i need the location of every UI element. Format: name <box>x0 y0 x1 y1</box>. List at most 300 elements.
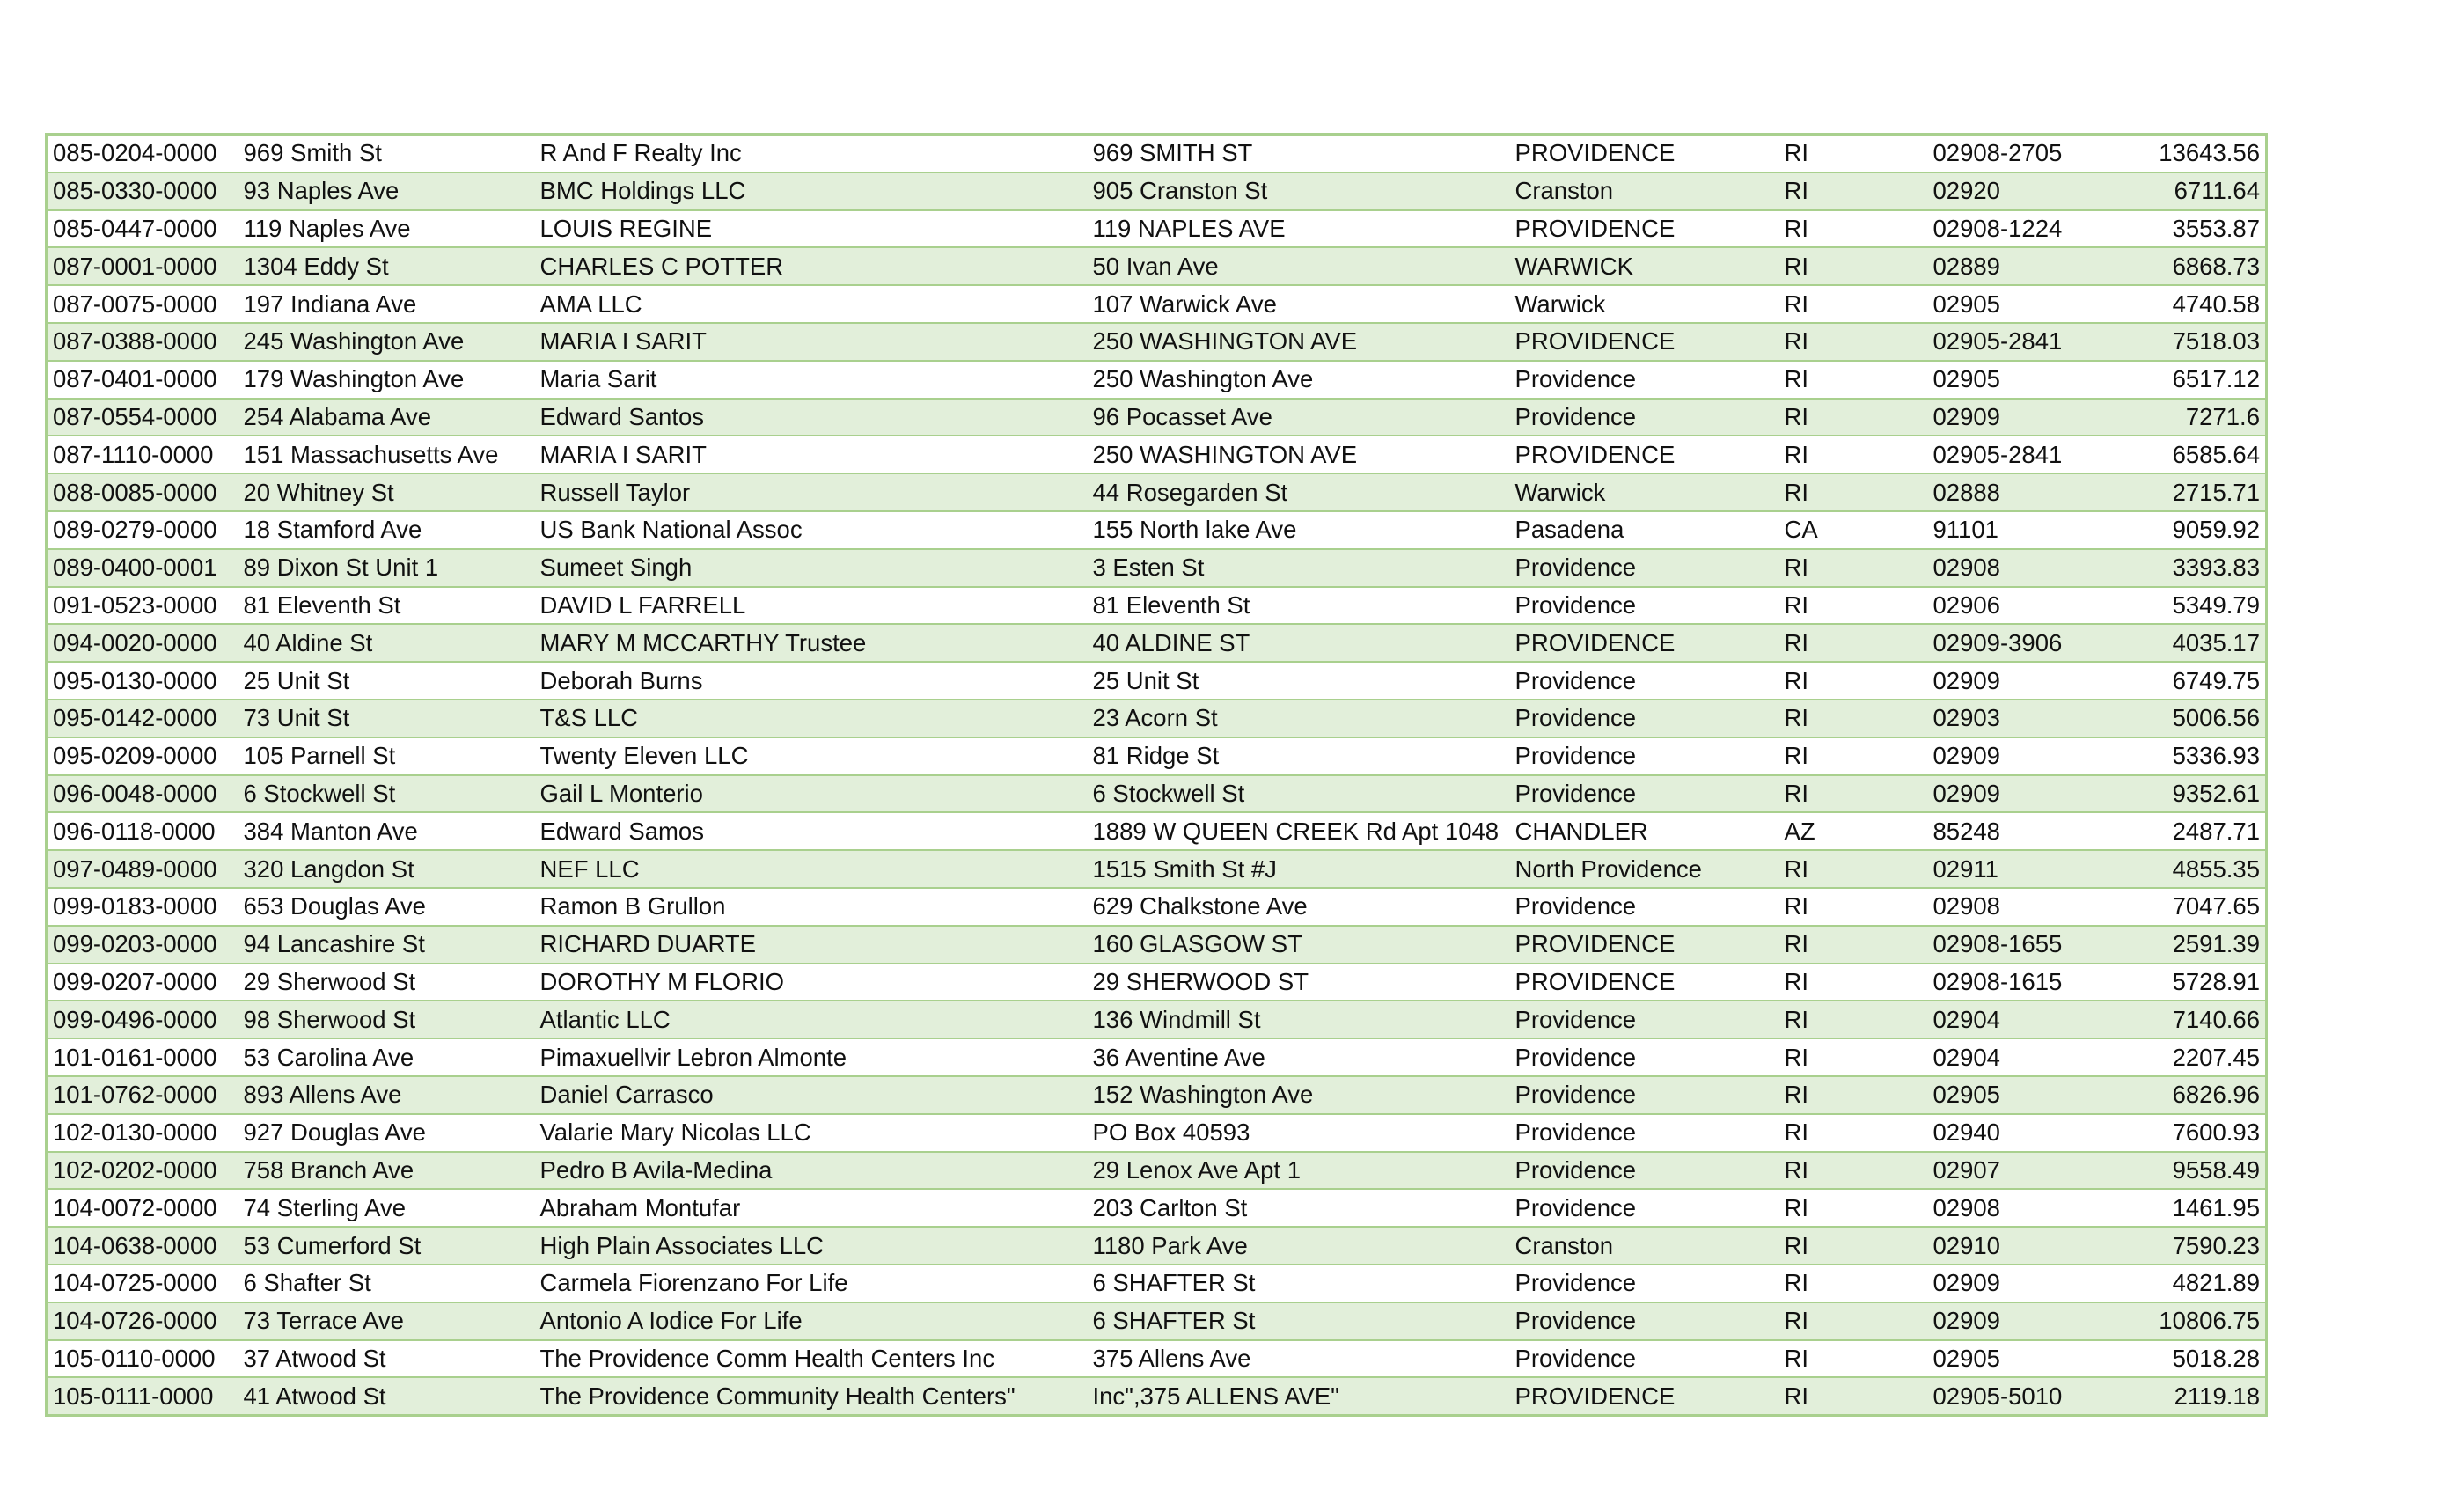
mailing-address-cell: 1889 W QUEEN CREEK Rd Apt 1048 <box>1088 812 1510 850</box>
city-cell: Providence <box>1510 399 1779 436</box>
state-cell: AZ <box>1779 812 1928 850</box>
table-row <box>47 436 2267 473</box>
amount-cell: 4821.89 <box>2110 1265 2267 1302</box>
owner-name-cell: DOROTHY M FLORIO <box>535 964 1088 1001</box>
amount-cell: 5336.93 <box>2110 737 2267 775</box>
table-row <box>47 323 2267 361</box>
table-row <box>47 135 2267 172</box>
zip-code-cell: 02908 <box>1928 1189 2110 1227</box>
amount-cell: 4855.35 <box>2110 850 2267 888</box>
city-cell: PROVIDENCE <box>1510 135 1779 172</box>
property-address-cell: 927 Douglas Ave <box>238 1114 535 1152</box>
parcel-id-cell: 087-0001-0000 <box>47 247 238 285</box>
state-cell: RI <box>1779 247 1928 285</box>
table-row <box>47 624 2267 662</box>
mailing-address-cell: 152 Washington Ave <box>1088 1076 1510 1114</box>
table-row <box>47 1038 2267 1076</box>
amount-cell: 5728.91 <box>2110 964 2267 1001</box>
state-cell: RI <box>1779 926 1928 964</box>
state-cell: RI <box>1779 361 1928 399</box>
zip-code-cell: 02904 <box>1928 1001 2110 1038</box>
state-cell: RI <box>1779 135 1928 172</box>
property-address-cell: 254 Alabama Ave <box>238 399 535 436</box>
zip-code-cell: 02903 <box>1928 700 2110 737</box>
state-cell: RI <box>1779 1076 1928 1114</box>
zip-code-cell: 02907 <box>1928 1152 2110 1190</box>
parcel-id-cell: 102-0130-0000 <box>47 1114 238 1152</box>
mailing-address-cell: 155 North lake Ave <box>1088 511 1510 549</box>
owner-name-cell: MARIA I SARIT <box>535 436 1088 473</box>
state-cell: RI <box>1779 473 1928 511</box>
property-address-cell: 53 Cumerford St <box>238 1227 535 1265</box>
city-cell: Providence <box>1510 1152 1779 1190</box>
property-address-cell: 98 Sherwood St <box>238 1001 535 1038</box>
mailing-address-cell: 136 Windmill St <box>1088 1001 1510 1038</box>
zip-code-cell: 02904 <box>1928 1038 2110 1076</box>
property-address-cell: 73 Terrace Ave <box>238 1302 535 1340</box>
owner-name-cell: Twenty Eleven LLC <box>535 737 1088 775</box>
mailing-address-cell: 905 Cranston St <box>1088 172 1510 210</box>
parcel-id-cell: 099-0183-0000 <box>47 888 238 926</box>
owner-name-cell: Deborah Burns <box>535 662 1088 700</box>
mailing-address-cell: 250 WASHINGTON AVE <box>1088 436 1510 473</box>
amount-cell: 6826.96 <box>2110 1076 2267 1114</box>
state-cell: RI <box>1779 1302 1928 1340</box>
state-cell: RI <box>1779 436 1928 473</box>
mailing-address-cell: 969 SMITH ST <box>1088 135 1510 172</box>
city-cell: Cranston <box>1510 172 1779 210</box>
city-cell: Providence <box>1510 662 1779 700</box>
owner-name-cell: T&S LLC <box>535 700 1088 737</box>
table-row <box>47 926 2267 964</box>
property-address-cell: 105 Parnell St <box>238 737 535 775</box>
mailing-address-cell: PO Box 40593 <box>1088 1114 1510 1152</box>
property-address-cell: 6 Shafter St <box>238 1265 535 1302</box>
parcel-id-cell: 101-0762-0000 <box>47 1076 238 1114</box>
amount-cell: 3553.87 <box>2110 210 2267 248</box>
amount-cell: 2119.18 <box>2110 1377 2267 1415</box>
city-cell: PROVIDENCE <box>1510 210 1779 248</box>
amount-cell: 6868.73 <box>2110 247 2267 285</box>
owner-name-cell: Maria Sarit <box>535 361 1088 399</box>
zip-code-cell: 02905-2841 <box>1928 323 2110 361</box>
parcel-id-cell: 088-0085-0000 <box>47 473 238 511</box>
amount-cell: 6749.75 <box>2110 662 2267 700</box>
owner-name-cell: Gail L Monterio <box>535 775 1088 813</box>
mailing-address-cell: 40 ALDINE ST <box>1088 624 1510 662</box>
owner-name-cell: Carmela Fiorenzano For Life <box>535 1265 1088 1302</box>
table-row <box>47 247 2267 285</box>
city-cell: PROVIDENCE <box>1510 964 1779 1001</box>
owner-name-cell: Edward Santos <box>535 399 1088 436</box>
mailing-address-cell: 81 Eleventh St <box>1088 587 1510 625</box>
parcel-id-cell: 085-0447-0000 <box>47 210 238 248</box>
zip-code-cell: 02905 <box>1928 285 2110 323</box>
city-cell: Providence <box>1510 549 1779 587</box>
property-address-cell: 197 Indiana Ave <box>238 285 535 323</box>
zip-code-cell: 02908-2705 <box>1928 135 2110 172</box>
parcel-id-cell: 096-0118-0000 <box>47 812 238 850</box>
amount-cell: 6711.64 <box>2110 172 2267 210</box>
table-row <box>47 850 2267 888</box>
property-address-cell: 151 Massachusetts Ave <box>238 436 535 473</box>
zip-code-cell: 02909-3906 <box>1928 624 2110 662</box>
amount-cell: 3393.83 <box>2110 549 2267 587</box>
zip-code-cell: 02905 <box>1928 1076 2110 1114</box>
mailing-address-cell: 250 Washington Ave <box>1088 361 1510 399</box>
city-cell: Pasadena <box>1510 511 1779 549</box>
property-address-cell: 384 Manton Ave <box>238 812 535 850</box>
parcel-id-cell: 095-0209-0000 <box>47 737 238 775</box>
amount-cell: 1461.95 <box>2110 1189 2267 1227</box>
amount-cell: 9558.49 <box>2110 1152 2267 1190</box>
amount-cell: 7600.93 <box>2110 1114 2267 1152</box>
mailing-address-cell: 1180 Park Ave <box>1088 1227 1510 1265</box>
city-cell: Providence <box>1510 775 1779 813</box>
city-cell: PROVIDENCE <box>1510 436 1779 473</box>
owner-name-cell: BMC Holdings LLC <box>535 172 1088 210</box>
state-cell: RI <box>1779 737 1928 775</box>
parcel-id-cell: 104-0725-0000 <box>47 1265 238 1302</box>
owner-name-cell: RICHARD DUARTE <box>535 926 1088 964</box>
parcel-id-cell: 104-0726-0000 <box>47 1302 238 1340</box>
table-row <box>47 511 2267 549</box>
zip-code-cell: 85248 <box>1928 812 2110 850</box>
state-cell: CA <box>1779 511 1928 549</box>
parcel-id-cell: 094-0020-0000 <box>47 624 238 662</box>
table-row <box>47 964 2267 1001</box>
zip-code-cell: 02908-1224 <box>1928 210 2110 248</box>
mailing-address-cell: 25 Unit St <box>1088 662 1510 700</box>
mailing-address-cell: 6 SHAFTER St <box>1088 1302 1510 1340</box>
table-row <box>47 1340 2267 1378</box>
state-cell: RI <box>1779 1189 1928 1227</box>
state-cell: RI <box>1779 285 1928 323</box>
amount-cell: 7271.6 <box>2110 399 2267 436</box>
mailing-address-cell: 3 Esten St <box>1088 549 1510 587</box>
amount-cell: 5349.79 <box>2110 587 2267 625</box>
amount-cell: 7518.03 <box>2110 323 2267 361</box>
amount-cell: 2591.39 <box>2110 926 2267 964</box>
table-row <box>47 1302 2267 1340</box>
state-cell: RI <box>1779 1114 1928 1152</box>
owner-name-cell: Daniel Carrasco <box>535 1076 1088 1114</box>
owner-name-cell: DAVID L FARRELL <box>535 587 1088 625</box>
property-address-cell: 81 Eleventh St <box>238 587 535 625</box>
mailing-address-cell: 36 Aventine Ave <box>1088 1038 1510 1076</box>
property-address-cell: 37 Atwood St <box>238 1340 535 1378</box>
mailing-address-cell: 629 Chalkstone Ave <box>1088 888 1510 926</box>
owner-name-cell: AMA LLC <box>535 285 1088 323</box>
city-cell: Providence <box>1510 361 1779 399</box>
table-row <box>47 172 2267 210</box>
mailing-address-cell: 107 Warwick Ave <box>1088 285 1510 323</box>
owner-name-cell: Pedro B Avila-Medina <box>535 1152 1088 1190</box>
city-cell: Providence <box>1510 1189 1779 1227</box>
city-cell: Providence <box>1510 587 1779 625</box>
parcel-id-cell: 099-0496-0000 <box>47 1001 238 1038</box>
state-cell: RI <box>1779 624 1928 662</box>
state-cell: RI <box>1779 323 1928 361</box>
table-row <box>47 1189 2267 1227</box>
city-cell: PROVIDENCE <box>1510 323 1779 361</box>
table-row <box>47 210 2267 248</box>
state-cell: RI <box>1779 172 1928 210</box>
property-address-cell: 179 Washington Ave <box>238 361 535 399</box>
property-address-cell: 53 Carolina Ave <box>238 1038 535 1076</box>
state-cell: RI <box>1779 1377 1928 1415</box>
city-cell: Warwick <box>1510 285 1779 323</box>
property-address-cell: 25 Unit St <box>238 662 535 700</box>
owner-name-cell: Sumeet Singh <box>535 549 1088 587</box>
zip-code-cell: 02908-1655 <box>1928 926 2110 964</box>
table-row <box>47 473 2267 511</box>
state-cell: RI <box>1779 210 1928 248</box>
city-cell: North Providence <box>1510 850 1779 888</box>
property-address-cell: 1304 Eddy St <box>238 247 535 285</box>
owner-name-cell: High Plain Associates LLC <box>535 1227 1088 1265</box>
city-cell: Providence <box>1510 1114 1779 1152</box>
owner-name-cell: Abraham Montufar <box>535 1189 1088 1227</box>
zip-code-cell: 02888 <box>1928 473 2110 511</box>
zip-code-cell: 02906 <box>1928 587 2110 625</box>
parcel-id-cell: 105-0111-0000 <box>47 1377 238 1415</box>
mailing-address-cell: 160 GLASGOW ST <box>1088 926 1510 964</box>
mailing-address-cell: 1515 Smith St #J <box>1088 850 1510 888</box>
parcel-id-cell: 105-0110-0000 <box>47 1340 238 1378</box>
property-address-cell: 893 Allens Ave <box>238 1076 535 1114</box>
table-row <box>47 549 2267 587</box>
parcel-id-cell: 087-0075-0000 <box>47 285 238 323</box>
amount-cell: 5006.56 <box>2110 700 2267 737</box>
amount-cell: 9059.92 <box>2110 511 2267 549</box>
amount-cell: 4740.58 <box>2110 285 2267 323</box>
state-cell: RI <box>1779 964 1928 1001</box>
parcel-id-cell: 095-0130-0000 <box>47 662 238 700</box>
state-cell: RI <box>1779 775 1928 813</box>
amount-cell: 6517.12 <box>2110 361 2267 399</box>
city-cell: Providence <box>1510 1038 1779 1076</box>
parcel-id-cell: 087-1110-0000 <box>47 436 238 473</box>
amount-cell: 7047.65 <box>2110 888 2267 926</box>
owner-name-cell: NEF LLC <box>535 850 1088 888</box>
table-row <box>47 775 2267 813</box>
zip-code-cell: 02909 <box>1928 662 2110 700</box>
mailing-address-cell: 81 Ridge St <box>1088 737 1510 775</box>
table-row <box>47 1114 2267 1152</box>
mailing-address-cell: 6 Stockwell St <box>1088 775 1510 813</box>
mailing-address-cell: 23 Acorn St <box>1088 700 1510 737</box>
property-address-cell: 40 Aldine St <box>238 624 535 662</box>
state-cell: RI <box>1779 1227 1928 1265</box>
parcel-id-cell: 099-0203-0000 <box>47 926 238 964</box>
parcel-id-cell: 085-0330-0000 <box>47 172 238 210</box>
owner-name-cell: MARIA I SARIT <box>535 323 1088 361</box>
parcel-id-cell: 089-0279-0000 <box>47 511 238 549</box>
property-address-cell: 18 Stamford Ave <box>238 511 535 549</box>
property-address-cell: 6 Stockwell St <box>238 775 535 813</box>
parcel-id-cell: 099-0207-0000 <box>47 964 238 1001</box>
state-cell: RI <box>1779 1001 1928 1038</box>
property-address-cell: 119 Naples Ave <box>238 210 535 248</box>
table-row <box>47 1001 2267 1038</box>
mailing-address-cell: 29 Lenox Ave Apt 1 <box>1088 1152 1510 1190</box>
zip-code-cell: 02940 <box>1928 1114 2110 1152</box>
parcel-id-cell: 101-0161-0000 <box>47 1038 238 1076</box>
table-row <box>47 361 2267 399</box>
zip-code-cell: 02909 <box>1928 775 2110 813</box>
amount-cell: 2487.71 <box>2110 812 2267 850</box>
table-row <box>47 1265 2267 1302</box>
zip-code-cell: 91101 <box>1928 511 2110 549</box>
parcel-id-cell: 085-0204-0000 <box>47 135 238 172</box>
mailing-address-cell: 119 NAPLES AVE <box>1088 210 1510 248</box>
zip-code-cell: 02908 <box>1928 549 2110 587</box>
city-cell: WARWICK <box>1510 247 1779 285</box>
parcel-id-cell: 089-0400-0001 <box>47 549 238 587</box>
owner-name-cell: Valarie Mary Nicolas LLC <box>535 1114 1088 1152</box>
zip-code-cell: 02905-5010 <box>1928 1377 2110 1415</box>
table-row <box>47 399 2267 436</box>
zip-code-cell: 02905 <box>1928 361 2110 399</box>
state-cell: RI <box>1779 1038 1928 1076</box>
table-row <box>47 587 2267 625</box>
city-cell: Cranston <box>1510 1227 1779 1265</box>
owner-name-cell: Atlantic LLC <box>535 1001 1088 1038</box>
city-cell: Providence <box>1510 1265 1779 1302</box>
owner-name-cell: Antonio A Iodice For Life <box>535 1302 1088 1340</box>
zip-code-cell: 02908 <box>1928 888 2110 926</box>
property-address-cell: 245 Washington Ave <box>238 323 535 361</box>
owner-name-cell: US Bank National Assoc <box>535 511 1088 549</box>
property-address-cell: 41 Atwood St <box>238 1377 535 1415</box>
owner-name-cell: Russell Taylor <box>535 473 1088 511</box>
owner-name-cell: Pimaxuellvir Lebron Almonte <box>535 1038 1088 1076</box>
owner-name-cell: CHARLES C POTTER <box>535 247 1088 285</box>
city-cell: Warwick <box>1510 473 1779 511</box>
property-address-cell: 29 Sherwood St <box>238 964 535 1001</box>
zip-code-cell: 02909 <box>1928 399 2110 436</box>
table-row <box>47 285 2267 323</box>
mailing-address-cell: 29 SHERWOOD ST <box>1088 964 1510 1001</box>
amount-cell: 2207.45 <box>2110 1038 2267 1076</box>
state-cell: RI <box>1779 587 1928 625</box>
data-table <box>45 133 2268 1417</box>
mailing-address-cell: 203 Carlton St <box>1088 1189 1510 1227</box>
owner-name-cell: MARY M MCCARTHY Trustee <box>535 624 1088 662</box>
property-address-cell: 653 Douglas Ave <box>238 888 535 926</box>
amount-cell: 13643.56 <box>2110 135 2267 172</box>
owner-name-cell: The Providence Community Health Centers" <box>535 1377 1088 1415</box>
state-cell: RI <box>1779 662 1928 700</box>
zip-code-cell: 02909 <box>1928 737 2110 775</box>
property-address-cell: 758 Branch Ave <box>238 1152 535 1190</box>
owner-name-cell: R And F Realty Inc <box>535 135 1088 172</box>
mailing-address-cell: 50 Ivan Ave <box>1088 247 1510 285</box>
parcel-id-cell: 095-0142-0000 <box>47 700 238 737</box>
table-row <box>47 700 2267 737</box>
state-cell: RI <box>1779 399 1928 436</box>
zip-code-cell: 02905-2841 <box>1928 436 2110 473</box>
zip-code-cell: 02911 <box>1928 850 2110 888</box>
mailing-address-cell: 375 Allens Ave <box>1088 1340 1510 1378</box>
amount-cell: 10806.75 <box>2110 1302 2267 1340</box>
zip-code-cell: 02909 <box>1928 1265 2110 1302</box>
table-row <box>47 1227 2267 1265</box>
amount-cell: 7140.66 <box>2110 1001 2267 1038</box>
owner-name-cell: LOUIS REGINE <box>535 210 1088 248</box>
table-row <box>47 1377 2267 1415</box>
state-cell: RI <box>1779 1152 1928 1190</box>
amount-cell: 7590.23 <box>2110 1227 2267 1265</box>
property-address-cell: 320 Langdon St <box>238 850 535 888</box>
property-address-cell: 74 Sterling Ave <box>238 1189 535 1227</box>
parcel-id-cell: 104-0072-0000 <box>47 1189 238 1227</box>
state-cell: RI <box>1779 700 1928 737</box>
parcel-id-cell: 097-0489-0000 <box>47 850 238 888</box>
property-address-cell: 94 Lancashire St <box>238 926 535 964</box>
amount-cell: 6585.64 <box>2110 436 2267 473</box>
owner-name-cell: The Providence Comm Health Centers Inc <box>535 1340 1088 1378</box>
property-address-cell: 73 Unit St <box>238 700 535 737</box>
parcel-id-cell: 087-0554-0000 <box>47 399 238 436</box>
city-cell: Providence <box>1510 888 1779 926</box>
property-address-cell: 89 Dixon St Unit 1 <box>238 549 535 587</box>
amount-cell: 9352.61 <box>2110 775 2267 813</box>
amount-cell: 4035.17 <box>2110 624 2267 662</box>
mailing-address-cell: 96 Pocasset Ave <box>1088 399 1510 436</box>
zip-code-cell: 02889 <box>1928 247 2110 285</box>
table-row <box>47 1152 2267 1190</box>
state-cell: RI <box>1779 549 1928 587</box>
amount-cell: 5018.28 <box>2110 1340 2267 1378</box>
city-cell: PROVIDENCE <box>1510 624 1779 662</box>
zip-code-cell: 02908-1615 <box>1928 964 2110 1001</box>
city-cell: Providence <box>1510 1302 1779 1340</box>
mailing-address-cell: 44 Rosegarden St <box>1088 473 1510 511</box>
table-row <box>47 1076 2267 1114</box>
parcel-id-cell: 104-0638-0000 <box>47 1227 238 1265</box>
zip-code-cell: 02910 <box>1928 1227 2110 1265</box>
state-cell: RI <box>1779 1340 1928 1378</box>
zip-code-cell: 02909 <box>1928 1302 2110 1340</box>
parcel-id-cell: 102-0202-0000 <box>47 1152 238 1190</box>
state-cell: RI <box>1779 850 1928 888</box>
state-cell: RI <box>1779 1265 1928 1302</box>
zip-code-cell: 02920 <box>1928 172 2110 210</box>
mailing-address-cell: Inc",375 ALLENS AVE" <box>1088 1377 1510 1415</box>
city-cell: PROVIDENCE <box>1510 1377 1779 1415</box>
table-row <box>47 812 2267 850</box>
city-cell: Providence <box>1510 1076 1779 1114</box>
amount-cell: 2715.71 <box>2110 473 2267 511</box>
property-address-cell: 93 Naples Ave <box>238 172 535 210</box>
table-row <box>47 737 2267 775</box>
property-address-cell: 969 Smith St <box>238 135 535 172</box>
owner-name-cell: Edward Samos <box>535 812 1088 850</box>
city-cell: Providence <box>1510 737 1779 775</box>
parcel-id-cell: 087-0401-0000 <box>47 361 238 399</box>
city-cell: Providence <box>1510 1001 1779 1038</box>
city-cell: Providence <box>1510 700 1779 737</box>
city-cell: Providence <box>1510 1340 1779 1378</box>
table-row <box>47 662 2267 700</box>
parcel-id-cell: 087-0388-0000 <box>47 323 238 361</box>
mailing-address-cell: 6 SHAFTER St <box>1088 1265 1510 1302</box>
parcel-id-cell: 091-0523-0000 <box>47 587 238 625</box>
owner-name-cell: Ramon B Grullon <box>535 888 1088 926</box>
parcel-id-cell: 096-0048-0000 <box>47 775 238 813</box>
